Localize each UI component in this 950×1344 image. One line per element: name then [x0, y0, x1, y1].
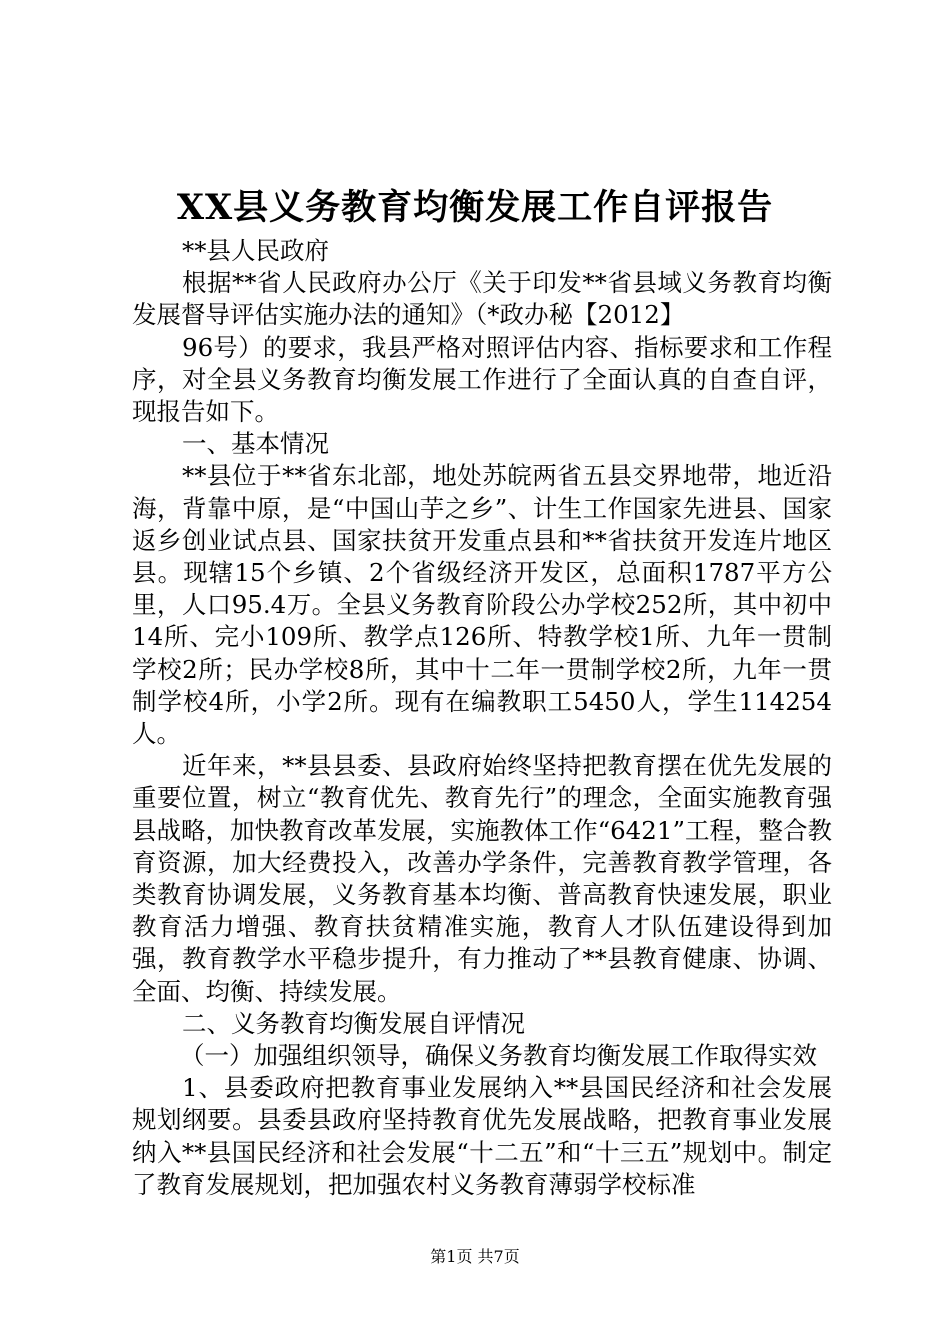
- paragraph-county-overview: **县位于**省东北部，地处苏皖两省五县交界地带，地近沿海，背靠中原，是“中国山芋之乡”、计生工作国家先进县、国家返乡创业试点县、国家扶贫开发重点县和**省扶贫开发连片地区县。现辖15个乡镇、2个省级经济开发区，总面积1787平方公里，人口95.4万。全县义务教育阶段公办学校252所，其中初中14所、完小109所、教学点126所、特教学校1所、九年一贯制学校2所；民办学校8所，其中十二年一贯制学校2所，九年一贯制学校4所，小学2所。现有在编教职工5450人，学生114254人。: [132, 461, 832, 749]
- paragraph-recent-years: 近年来，**县县委、县政府始终坚持把教育摆在优先发展的重要位置，树立“教育优先、教育先行”的理念，全面实施教育强县战略，加快教育改革发展，实施教体工作“6421”工程，整合教育资源，加大经费投入，改善办学条件，完善教育教学管理，各类教育协调发展，义务教育基本均衡、普高教育快速发展，职业教育活力增强、教育扶贫精准实施，教育人才队伍建设得到加强，教育教学水平稳步提升，有力推动了**县教育健康、协调、全面、均衡、持续发展。: [132, 751, 832, 1006]
- document-title: XX县义务教育均衡发展工作自评报告: [176, 187, 774, 228]
- subsection-heading-organization: （一）加强组织领导，确保义务教育均衡发展工作取得实效: [180, 1041, 817, 1071]
- section-heading-self-evaluation: 二、义务教育均衡发展自评情况: [182, 1008, 525, 1038]
- section-heading-basic-info: 一、基本情况: [182, 429, 329, 459]
- paragraph-planning: 1、县委政府把教育事业发展纳入**县国民经济和社会发展规划纲要。县委县政府坚持教育优先发展战略，把教育事业发展纳入**县国民经济和社会发展“十二五”和“十三五”规划中。制定了教育发展规划，把加强农村义务教育薄弱学校标准: [132, 1073, 832, 1199]
- addressee: **县人民政府: [182, 236, 329, 265]
- page-number-footer: 第1页 共7页: [430, 1247, 520, 1266]
- document-body: [132, 235, 832, 1201]
- paragraph-basis-continued: 96号）的要求，我县严格对照评估内容、指标要求和工作程序，对全县义务教育均衡发展工作进行了全面认真的自查自评，现报告如下。: [132, 332, 832, 427]
- paragraph-basis: 根据**省人民政府办公厅《关于印发**省县域义务教育均衡发展督导评估实施办法的通知》（*政办秘【2012】: [132, 268, 832, 330]
